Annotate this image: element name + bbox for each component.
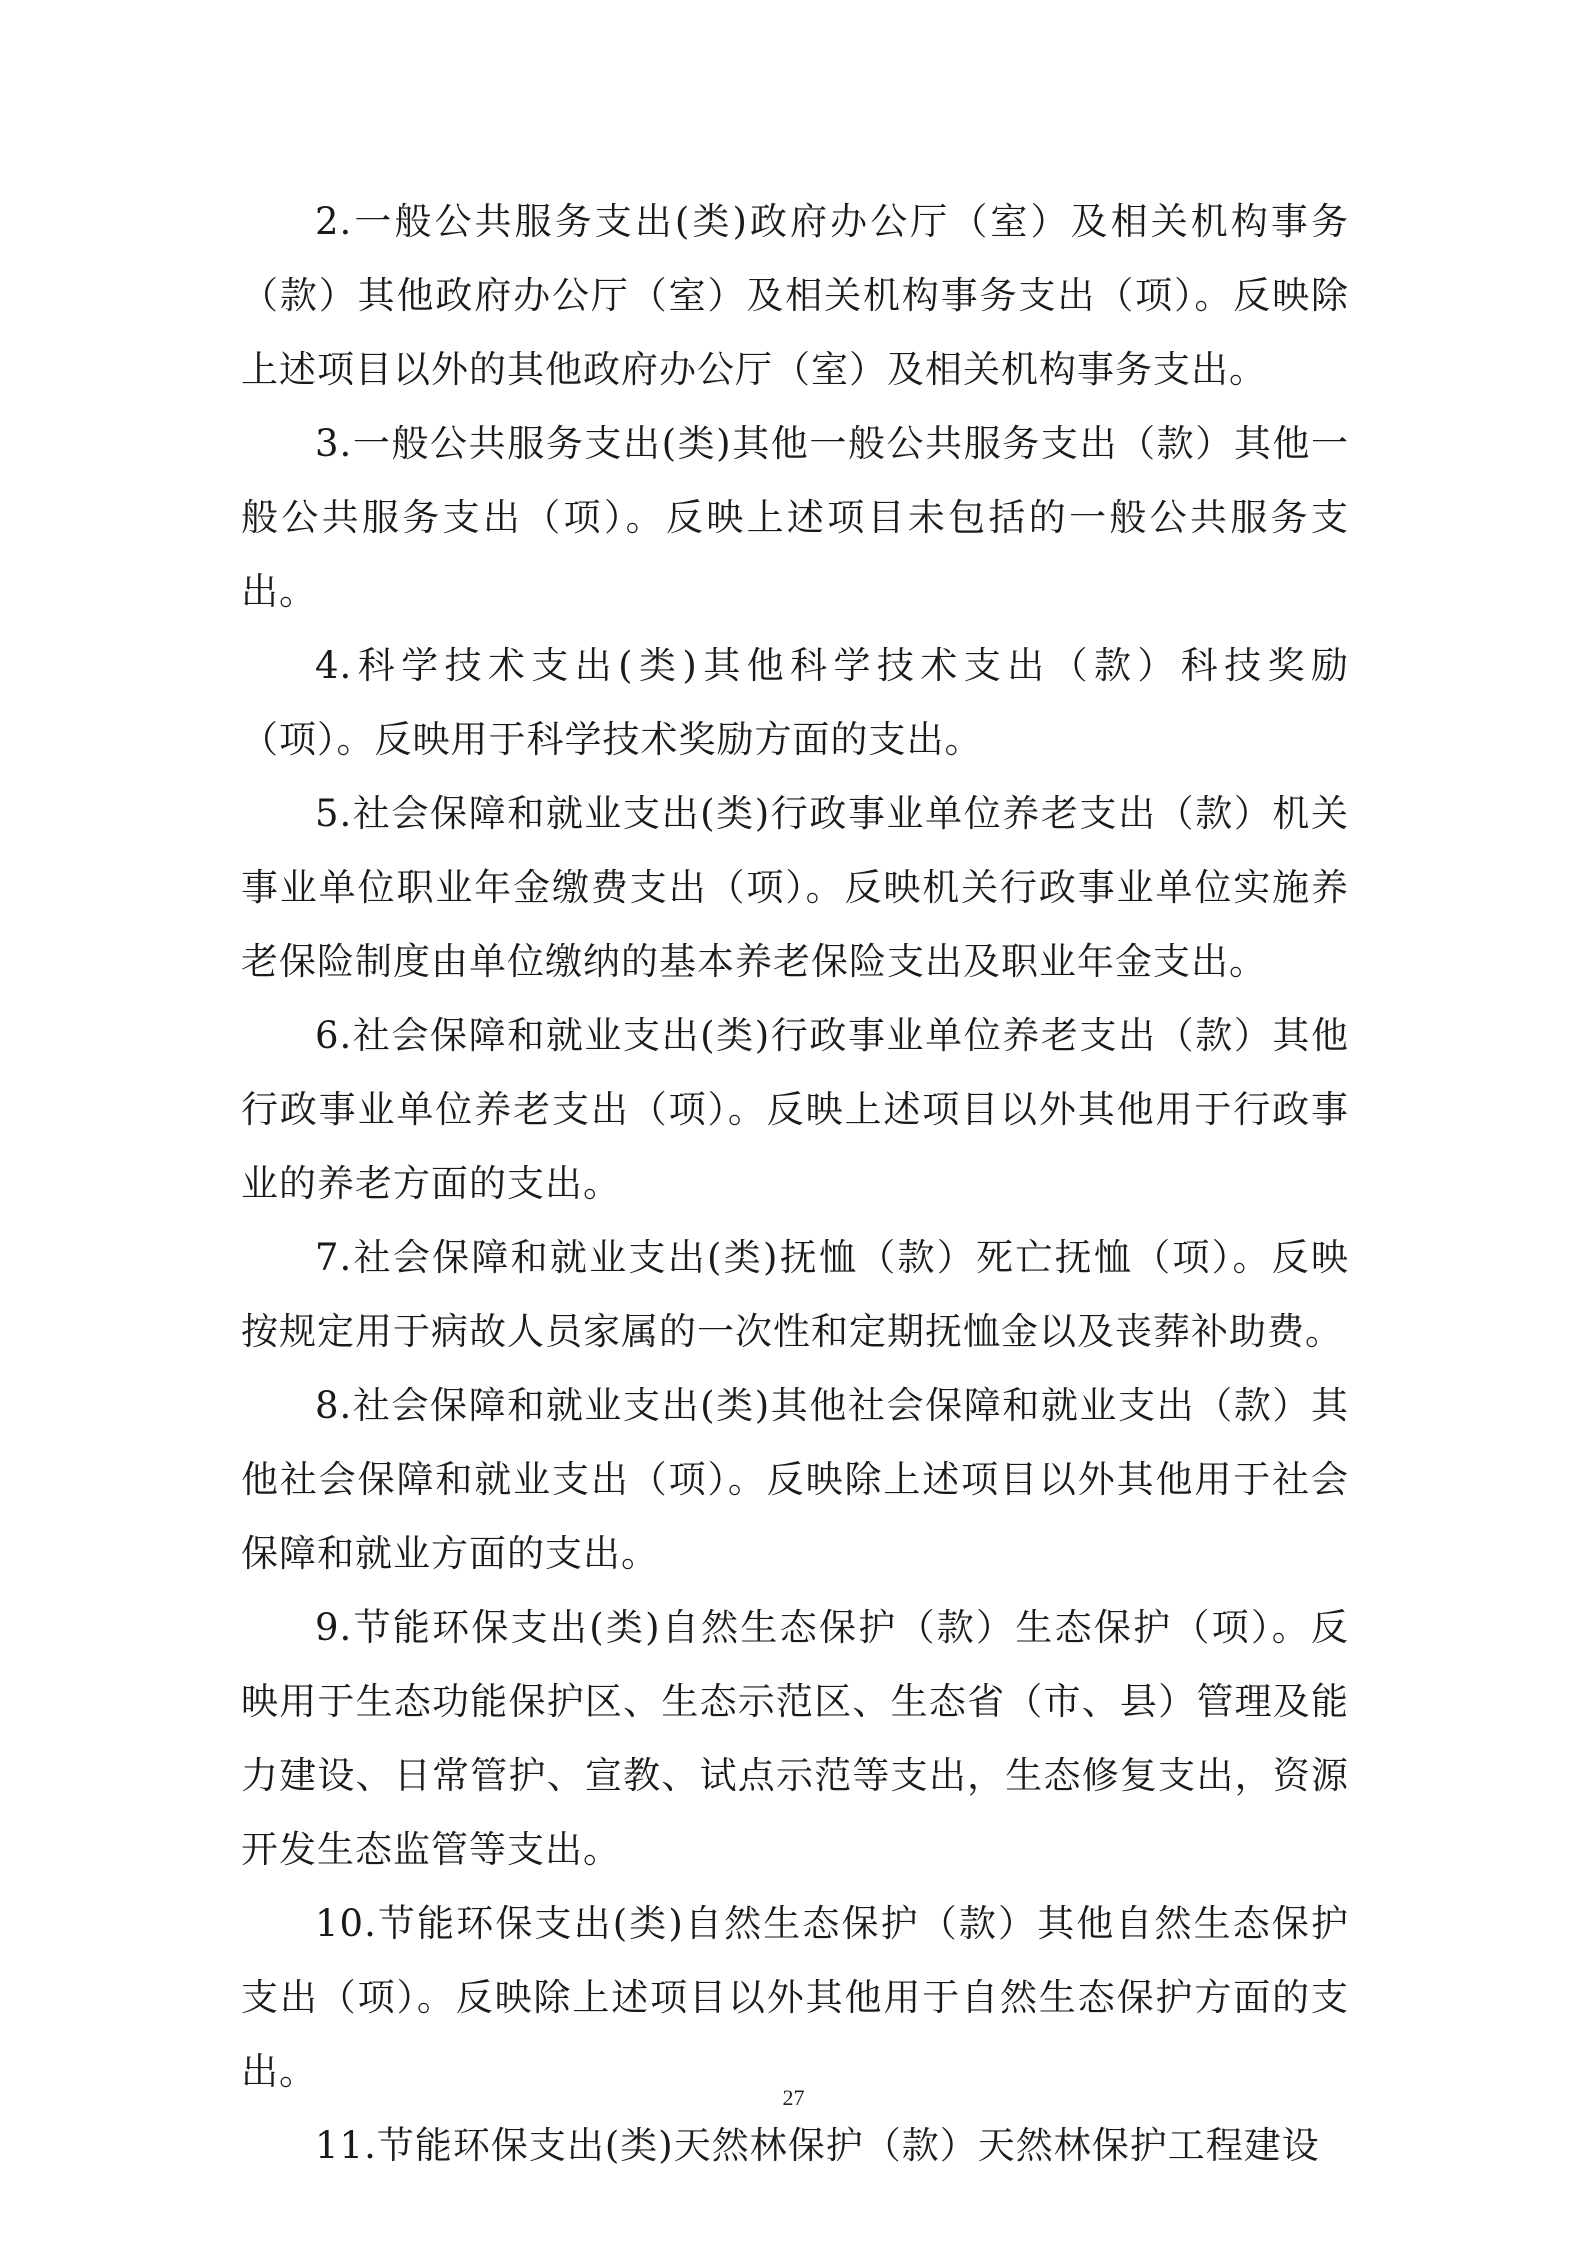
paragraph-item-11: 11.节能环保支出(类)天然林保护（款）天然林保护工程建设 [315,2124,1320,2167]
paragraph-item-5: 5.社会保障和就业支出(类)行政事业单位养老支出（款）机关事业单位职业年金缴费支出（项）。反映机关行政事业单位实施养老保险制度由单位缴纳的基本养老保险支出及职业年金支出。 [241,792,1349,983]
paragraph-item-8: 8.社会保障和就业支出(类)其他社会保障和就业支出（款）其他社会保障和就业支出（项）。反映除上述项目以外其他用于社会保障和就业方面的支出。 [241,1384,1349,1575]
paragraph-item-3: 3.一般公共服务支出(类)其他一般公共服务支出（款）其他一般公共服务支出（项）。反映上述项目未包括的一般公共服务支出。 [241,422,1349,613]
document-body [241,185,1349,2183]
paragraph-item-7: 7.社会保障和就业支出(类)抚恤（款）死亡抚恤（项）。反映按规定用于病故人员家属的一次性和定期抚恤金以及丧葬补助费。 [241,1236,1349,1353]
paragraph-item-10: 10.节能环保支出(类)自然生态保护（款）其他自然生态保护支出（项）。反映除上述项目以外其他用于自然生态保护方面的支出。 [241,1902,1349,2093]
paragraph-item-2: 2.一般公共服务支出(类)政府办公厅（室）及相关机构事务（款）其他政府办公厅（室）及相关机构事务支出（项）。反映除上述项目以外的其他政府办公厅（室）及相关机构事务支出。 [241,200,1349,391]
paragraph-item-9: 9.节能环保支出(类)自然生态保护（款）生态保护（项）。反映用于生态功能保护区、生态示范区、生态省（市、县）管理及能力建设、日常管护、宣教、试点示范等支出，生态修复支出，资源开发生态监管等支出。 [241,1606,1349,1871]
paragraph-item-4: 4.科学技术支出(类)其他科学技术支出（款）科技奖励（项）。反映用于科学技术奖励方面的支出。 [241,644,1349,761]
paragraph-item-6: 6.社会保障和就业支出(类)行政事业单位养老支出（款）其他行政事业单位养老支出（项）。反映上述项目以外其他用于行政事业的养老方面的支出。 [241,1014,1349,1205]
page-number: 27 [782,2085,805,2110]
